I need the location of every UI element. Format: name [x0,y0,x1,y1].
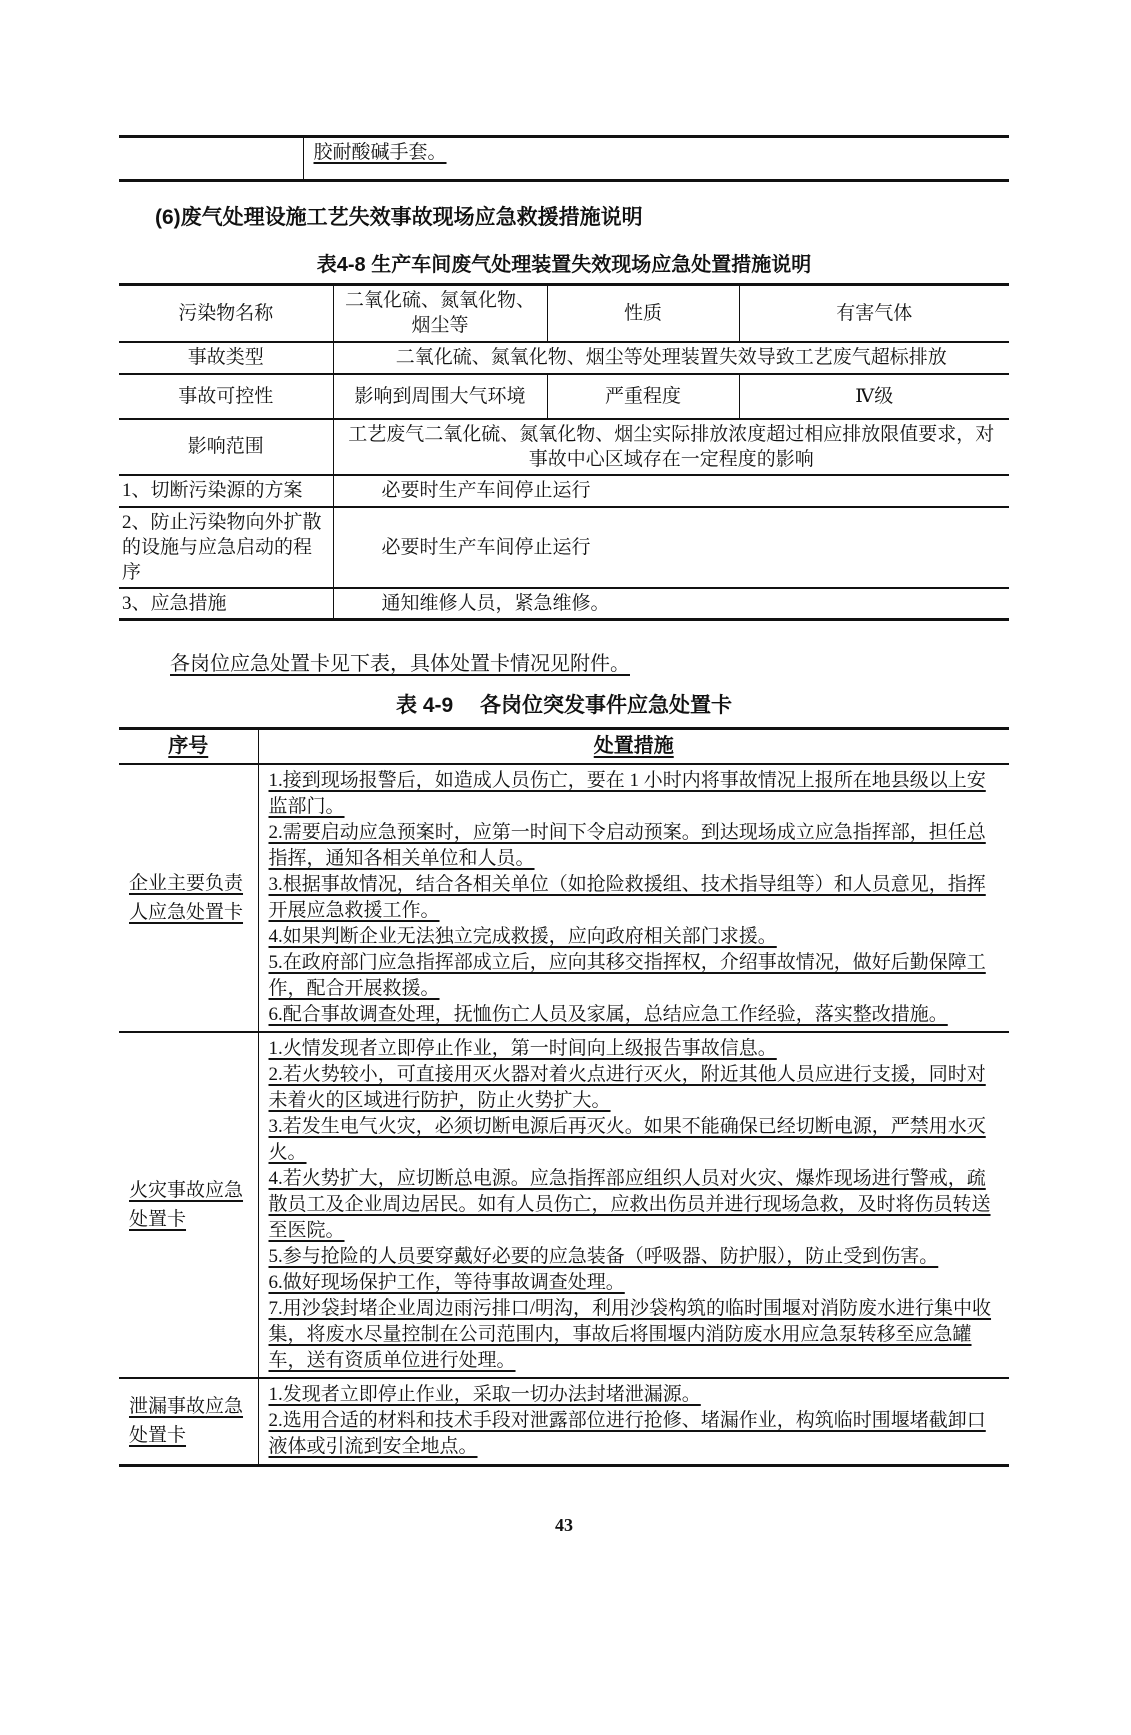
table-row [119,588,1009,620]
table-row [119,507,1009,588]
cut-pollution-source-label: 1、切断污染源的方案 [119,475,333,507]
measure-item: 1.发现者立即停止作业，采取一切办法封堵泄漏源。 [268,1384,701,1405]
position-cell [119,1378,258,1465]
table-row [119,285,1009,342]
measures-header-text: 处置措施 [593,734,674,757]
measure-item: 3.若发生电气火灾，必须切断电源后再灭火。如果不能确保已经切断电源，严禁用水灭火。 [268,1116,986,1163]
table-row [119,137,1009,181]
measure-item: 5.在政府部门应急指挥部成立后，应向其移交指挥权，介绍事故情况，做好后勤保障工作，配合开展救援。 [268,952,986,999]
measure-item: 3.根据事故情况，结合各相关单位（如抢险救援组、技术指导组等）和人员意见，指挥开展应急救援工作。 [268,874,986,921]
measure-item: 1.火情发现者立即停止作业，第一时间向上级报告事故信息。 [268,1038,777,1059]
controllability-label: 事故可控性 [119,374,333,419]
emergency-measures-label: 3、应急措施 [119,588,333,620]
table-row [119,1378,1009,1465]
seq-column-header [119,728,258,764]
table-row [119,419,1009,475]
measure-item: 5.参与抢险的人员要穿戴好必要的应急装备（呼吸器、防护服），防止受到伤害。 [268,1246,939,1267]
page-number: 43 [555,1514,573,1535]
measure-item: 2.若火势较小，可直接用灭火器对着火点进行灭火，附近其他人员应进行支援，同时对未着火的区域进行防护，防止火势扩大。 [268,1064,986,1111]
position-cell [119,764,258,1032]
table-row [119,342,1009,374]
table-row [119,374,1009,419]
impact-scope-label: 影响范围 [119,419,333,475]
nature-value: 有害气体 [739,285,1009,342]
intro-paragraph [119,651,1009,678]
prevent-spread-label: 2、防止污染物向外扩散的设施与应急启动的程序 [119,507,333,588]
nature-label: 性质 [547,285,739,342]
measures-cell [258,764,1009,1032]
emergency-measures-value: 通知维修人员，紧急维修。 [333,588,1009,620]
accident-type-label: 事故类型 [119,342,333,374]
measures-cell [258,1032,1009,1378]
table48-title: 表4-8 生产车间废气处理装置失效现场应急处置措施说明 [316,254,812,276]
measure-item: 6.做好现场保护工作，等待事故调查处理。 [268,1272,625,1293]
controllability-value: 影响到周围大气环境 [333,374,547,419]
severity-value: Ⅳ级 [739,374,1009,419]
table-row [119,1032,1009,1378]
seq-header-text: 序号 [168,734,209,757]
measure-item: 6.配合事故调查处理，抚恤伤亡人员及家属，总结应急工作经验，落实整改措施。 [268,1004,948,1025]
measures-column-header [258,728,1009,764]
table-4-8 [119,283,1009,621]
measure-item: 2.需要启动应急预案时，应第一时间下令启动预案。到达现场成立应急指挥部，担任总指挥，通知各相关单位和人员。 [268,822,986,869]
measure-item: 2.选用合适的材料和技术手段对泄露部位进行抢修、堵漏作业，构筑临时围堰堵截卸口液体或引流到安全地点。 [268,1410,986,1457]
document-page [119,135,1009,1536]
table-header-row [119,728,1009,764]
measures-cell [258,1378,1009,1465]
previous-table-continuation [119,135,1009,182]
pollutant-name-label: 污染物名称 [119,285,333,342]
table49-title: 表 4-9 各岗位突发事件应急处置卡 [395,693,733,717]
continuation-text: 胶耐酸碱手套。 [313,142,447,163]
table-4-9 [119,727,1009,1467]
continuation-text-cell [303,137,1009,181]
position-name: 企业主要负责人应急处置卡 [129,873,244,923]
section-heading: (6)废气处理设施工艺失效事故现场应急救援措施说明 [155,206,643,229]
position-cell [119,1032,258,1378]
measure-item: 1.接到现场报警后，如造成人员伤亡，要在 1 小时内将事故情况上报所在地县级以上安监部门。 [268,770,986,817]
table-row [119,764,1009,1032]
cut-pollution-source-value: 必要时生产车间停止运行 [333,475,1009,507]
measure-item: 7.用沙袋封堵企业周边雨污排口/明沟，利用沙袋构筑的临时围堰对消防废水进行集中收集，将废水尽量控制在公司范围内，事故后将围堰内消防废水用应急泵转移至应急罐车，送有资质单位进行处理。 [268,1298,992,1371]
measure-item: 4.若火势扩大，应切断总电源。应急指挥部应组织人员对火灾、爆炸现场进行警戒，疏散员工及企业周边居民。如有人员伤亡，应救出伤员并进行现场急救，及时将伤员转送至医院。 [268,1168,991,1241]
pollutant-name-value: 二氧化硫、氮氧化物、烟尘等 [333,285,547,342]
prevent-spread-value: 必要时生产车间停止运行 [333,507,1009,588]
measure-item: 4.如果判断企业无法独立完成救援，应向政府相关部门求援。 [268,926,777,947]
position-name: 火灾事故应急处置卡 [129,1180,244,1230]
empty-label-cell [119,137,303,181]
table-row [119,475,1009,507]
position-name: 泄漏事故应急处置卡 [129,1396,244,1447]
intro-text: 各岗位应急处置卡见下表，具体处置卡情况见附件。 [170,652,630,675]
severity-label: 严重程度 [547,374,739,419]
impact-scope-value: 工艺废气二氧化硫、氮氧化物、烟尘实际排放浓度超过相应排放限值要求，对事故中心区域存在一定程度的影响 [333,419,1009,475]
accident-type-value: 二氧化硫、氮氧化物、烟尘等处理装置失效导致工艺废气超标排放 [333,342,1009,374]
